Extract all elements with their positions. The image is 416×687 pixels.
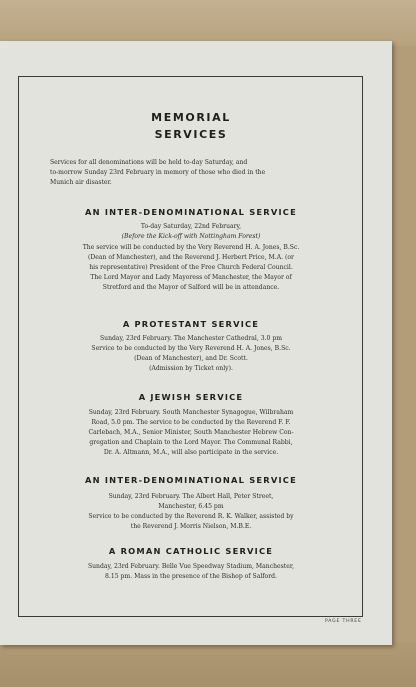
section-line: Service to be conducted by the Very Reverend H. A. Jones, B.Sc. (91, 345, 291, 352)
section-line: Manchester, 6.45 pm (158, 503, 224, 510)
section-line: gregation and Chaplain to the Lord Mayor. The Communal Rabbi, (89, 439, 293, 446)
section-line: The service will be conducted by the Very Reverend H. A. Jones, B.Sc. (82, 244, 300, 251)
section-line: 8.15 pm. Mass in the presence of the Bishop of Salford. (105, 573, 277, 580)
tabletop-background-bottom (0, 642, 416, 687)
section-line: Carlebach, M.A., Senior Minister, South Manchester Hebrew Con- (88, 429, 294, 436)
section-line: Sunday, 23rd February. The Albert Hall, Peter Street, (108, 493, 274, 500)
section-heading-jewish: A JEWISH SERVICE (138, 392, 244, 402)
intro-line: Services for all denominations will be held to-day Saturday, and (50, 159, 248, 166)
section-line: Sunday, 23rd February. South Manchester Synagogue, Wilbraham (88, 409, 294, 416)
page-title-line-2: SERVICES (154, 128, 228, 141)
section-heading-inter-denominational-sunday: AN INTER-DENOMINATIONAL SERVICE (85, 475, 297, 485)
section-line: To-day Saturday, 22nd February, (140, 223, 242, 230)
section-line: (Dean of Manchester), and the Reverend J. Herbert Price, M.A. (or (88, 254, 294, 261)
section-heading-roman-catholic: A ROMAN CATHOLIC SERVICE (108, 546, 274, 556)
intro-line: Munich air disaster. (50, 179, 112, 186)
page-title-line-1: MEMORIAL (151, 111, 231, 124)
section-heading-inter-denominational-saturday: AN INTER-DENOMINATIONAL SERVICE (85, 207, 297, 217)
intro-line: to-morrow Sunday 23rd February in memory of those who died in the (50, 169, 266, 176)
tabletop-background-top (0, 0, 416, 46)
section-line: Sunday, 23rd February. Belle Vue Speedway Stadium, Manchester, (87, 563, 295, 570)
section-line: his representative) President of the Free Church Federal Council. (89, 264, 293, 271)
section-line: (Admission by Ticket only). (149, 365, 233, 372)
section-line: Dr. A. Altmann, M.A., will also participate in the service. (103, 449, 279, 456)
section-line: the Reverend J. Morris Nielson, M.B.E. (130, 523, 252, 530)
section-line: (Dean of Manchester), and Dr. Scott. (134, 355, 248, 362)
section-line: Stretford and the Mayor of Salford will be in attendance. (102, 284, 280, 291)
section-line: The Lord Mayor and Lady Mayoress of Manchester, the Mayor of (90, 274, 292, 281)
programme-page (0, 41, 392, 645)
section-line: Sunday, 23rd February. The Manchester Cathedral, 3.0 pm (99, 335, 283, 342)
section-heading-protestant: A PROTESTANT SERVICE (122, 319, 260, 329)
section-line: Service to be conducted by the Reverend R. K. Walker, assisted by (88, 513, 294, 520)
section-line: (Before the Kick-off with Nottingham Forest) (121, 233, 261, 240)
page-number-label: PAGE THREE (325, 619, 362, 624)
section-line: Road, 5.0 pm. The service to be conducted by the Reverend F. F. (91, 419, 291, 426)
